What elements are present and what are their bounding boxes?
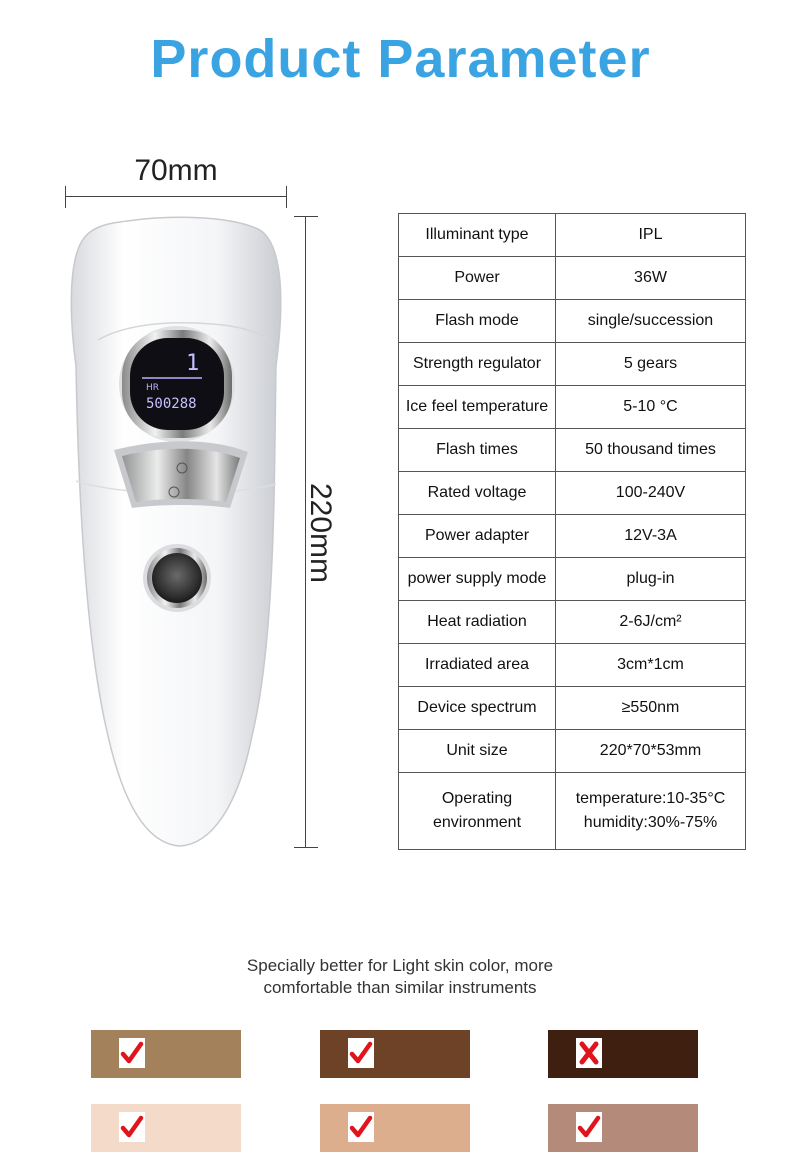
table-row — [399, 644, 746, 687]
skin-tone-swatch — [320, 1104, 470, 1152]
param-key: Strength regulator — [399, 343, 556, 386]
check-icon — [576, 1112, 602, 1142]
width-tick-left — [65, 186, 66, 208]
skin-tone-swatch — [548, 1030, 698, 1078]
check-icon — [119, 1112, 145, 1142]
param-key: Operating environment — [399, 773, 556, 850]
table-row — [399, 472, 746, 515]
height-label: 220mm — [304, 482, 337, 584]
table-row — [399, 257, 746, 300]
skin-tone-swatch — [91, 1104, 241, 1152]
tagline-line-1: Specially better for Light skin color, more — [246, 956, 554, 975]
table-row — [399, 687, 746, 730]
param-key: Heat radiation — [399, 601, 556, 644]
screen-mode: HR — [146, 383, 160, 393]
page-title: Product Parameter — [150, 29, 651, 89]
param-value: IPL — [556, 214, 746, 257]
check-icon — [119, 1038, 145, 1068]
screen-count: 500288 — [146, 396, 197, 412]
check-icon — [348, 1038, 374, 1068]
width-label: 70mm — [134, 154, 218, 187]
param-value-line: temperature:10-35°C — [575, 790, 726, 807]
param-value: 3cm*1cm — [556, 644, 746, 687]
width-dimension — [65, 150, 287, 210]
param-key: Rated voltage — [399, 472, 556, 515]
param-value: 5 gears — [556, 343, 746, 386]
screen-digit: 1 — [186, 351, 200, 376]
param-value — [556, 773, 746, 850]
param-value: 5-10 °C — [556, 386, 746, 429]
device-image — [62, 216, 292, 848]
param-value: ≥550nm — [556, 687, 746, 730]
param-value: 50 thousand times — [556, 429, 746, 472]
param-value: single/succession — [556, 300, 746, 343]
width-tick-right — [286, 186, 287, 208]
table-row — [399, 730, 746, 773]
parameter-table — [398, 213, 746, 850]
skin-tone-swatch — [91, 1030, 241, 1078]
table-row — [399, 773, 746, 850]
param-key: Power — [399, 257, 556, 300]
param-key: Ice feel temperature — [399, 386, 556, 429]
skin-tone-swatch — [548, 1104, 698, 1152]
table-row — [399, 601, 746, 644]
param-value: plug-in — [556, 558, 746, 601]
param-key: Irradiated area — [399, 644, 556, 687]
check-icon — [348, 1112, 374, 1142]
param-value: 36W — [556, 257, 746, 300]
param-value-line: humidity:30%-75% — [583, 814, 718, 831]
table-row — [399, 386, 746, 429]
param-value: 2-6J/cm² — [556, 601, 746, 644]
table-row — [399, 515, 746, 558]
tagline-line-2: comfortable than similar instruments — [263, 978, 537, 997]
height-tick-bottom — [294, 847, 318, 848]
width-dimension-line — [65, 196, 287, 197]
height-tick-top — [294, 216, 318, 217]
param-key: Flash mode — [399, 300, 556, 343]
table-row — [399, 343, 746, 386]
height-dimension — [290, 216, 340, 848]
table-row — [399, 429, 746, 472]
table-row — [399, 214, 746, 257]
param-value: 100-240V — [556, 472, 746, 515]
table-row — [399, 300, 746, 343]
param-key: Unit size — [399, 730, 556, 773]
param-key: Illuminant type — [399, 214, 556, 257]
tagline — [180, 955, 620, 999]
cross-icon — [576, 1038, 602, 1068]
param-value: 12V-3A — [556, 515, 746, 558]
param-key: Flash times — [399, 429, 556, 472]
param-key: power supply mode — [399, 558, 556, 601]
skin-tone-swatch — [320, 1030, 470, 1078]
table-row — [399, 558, 746, 601]
param-key: Power adapter — [399, 515, 556, 558]
param-key: Device spectrum — [399, 687, 556, 730]
param-value: 220*70*53mm — [556, 730, 746, 773]
